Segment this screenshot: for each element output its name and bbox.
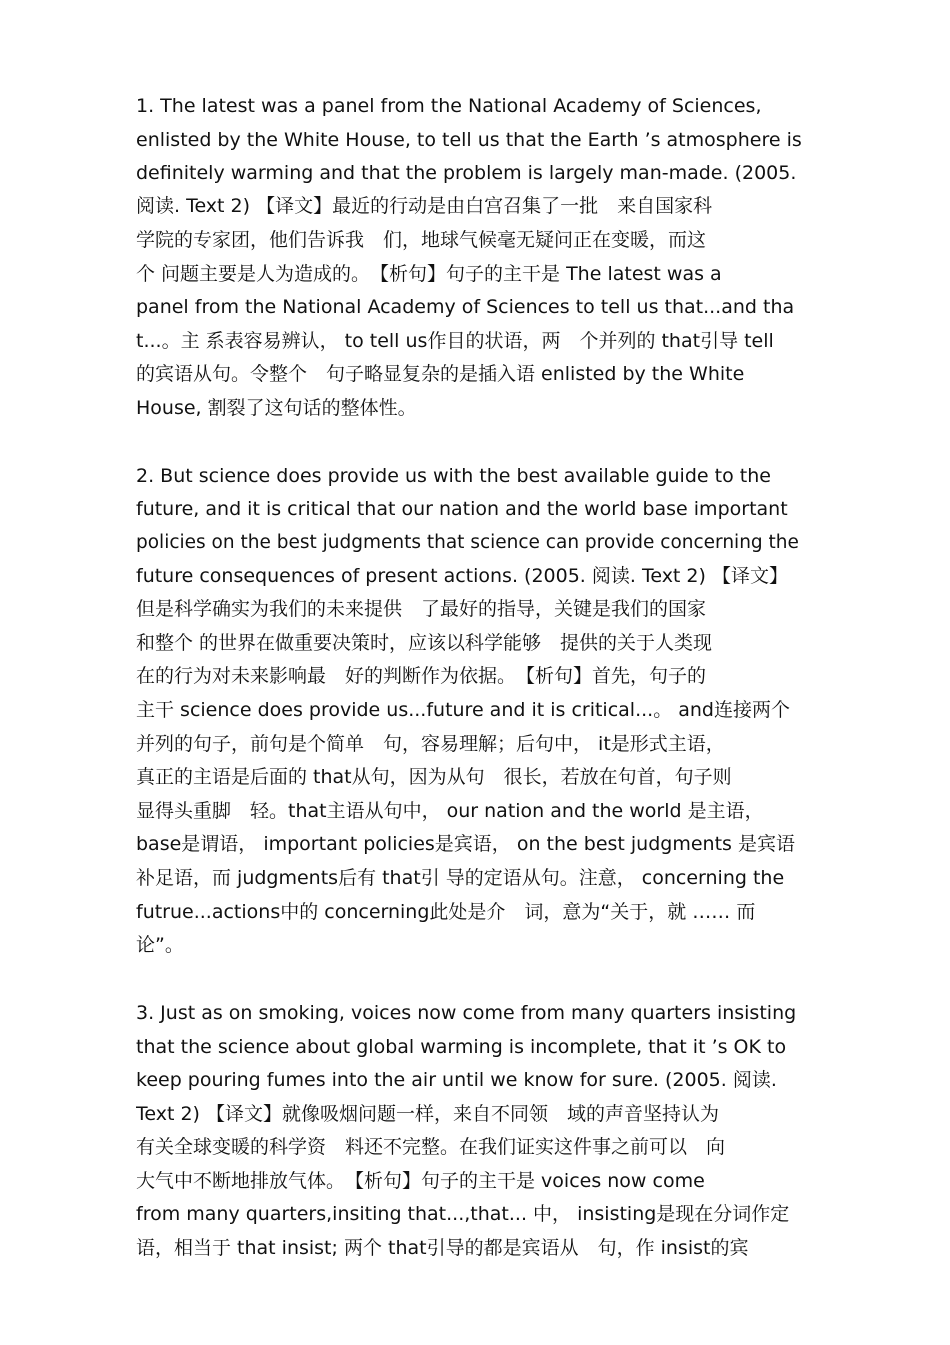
paragraph-1-line-9: 的宾语从句。令整个 句子略显复杂的是插入语 enlisted by the White xyxy=(136,363,745,385)
paragraph-3-line-2: that the science about global warming is incomplete, that it ’s OK to xyxy=(136,1036,787,1058)
paragraph-3-line-4: Text 2) 【译文】就像吸烟问题一样，来自不同领 域的声音坚持认为 xyxy=(136,1103,720,1125)
paragraph-3-line-8: 语，相当于 that insist; 两个 that引导的都是宾语从 句，作 insist的宾 xyxy=(136,1237,749,1259)
paragraph-3-line-7: from many quarters,insiting that...,that... 中， insisting是现在分词作定 xyxy=(136,1203,790,1225)
paragraph-2-line-10: 真正的主语是后面的 that从句，因为从句 很长，若放在句首，句子则 xyxy=(136,766,732,788)
paragraph-1-line-4: 阅读. Text 2) 【译文】最近的行动是由白宫召集了一批 来自国家科 xyxy=(136,195,713,217)
paragraph-1-line-3: definitely warming and that the problem is largely man-made. (2005. xyxy=(136,162,797,184)
paragraph-2-line-14: futrue...actions中的 concerning此处是介 词，意为“关于，就 …… 而 xyxy=(136,901,756,923)
paragraph-2-line-2: future, and it is critical that our nation and the world base important xyxy=(136,498,788,520)
paragraph-2-line-12: base是谓语， important policies是宾语， on the best judgments 是宾语 xyxy=(136,833,795,855)
paragraph-2-line-15: 论”。 xyxy=(136,934,184,956)
paragraph-3-line-3: keep pouring fumes into the air until we know for sure. (2005. 阅读. xyxy=(136,1069,777,1091)
paragraph-1-line-1: 1. The latest was a panel from the National Academy of Sciences, xyxy=(136,95,762,117)
paragraph-2-line-9: 并列的句子，前句是个简单 句，容易理解；后句中， it是形式主语， xyxy=(136,733,725,755)
paragraph-2-line-6: 和整个 的世界在做重要决策时，应该以科学能够 提供的关于人类现 xyxy=(136,632,713,654)
paragraph-2-line-5: 但是科学确实为我们的未来提供 了最好的指导，关键是我们的国家 xyxy=(136,598,707,620)
paragraph-2-line-11: 显得头重脚 轻。that主语从句中， our nation and the world 是主语， xyxy=(136,800,764,822)
paragraph-2-line-3: policies on the best judgments that science can provide concerning the xyxy=(136,532,799,553)
paragraph-2-line-8: 主干 science does provide us...future and it is critical...。 and连接两个 xyxy=(136,699,790,721)
paragraph-3-line-6: 大气中不断地排放气体。 【析句】句子的主干是 voices now come xyxy=(136,1170,705,1192)
paragraph-1-line-2: enlisted by the White House, to tell us that the Earth ’s atmosphere is xyxy=(136,129,802,151)
paragraph-2-line-7: 在的行为对未来影响最 好的判断作为依据。 【析句】首先，句子的 xyxy=(136,665,707,687)
paragraph-2-line-4: future consequences of present actions. (2005. 阅读. Text 2) 【译文】 xyxy=(136,565,788,587)
paragraph-1-line-6: 个 问题主要是人为造成的。 【析句】句子的主干是 The latest was a xyxy=(136,263,722,285)
paragraph-2-line-1: 2. But science does provide us with the best available guide to the xyxy=(136,465,771,487)
paragraph-3-line-5: 有关全球变暖的科学资 料还不完整。在我们证实这件事之前可以 向 xyxy=(136,1136,726,1158)
paragraph-1-line-5: 学院的专家团，他们告诉我 们，地球气候毫无疑问正在变暖，而这 xyxy=(136,229,707,251)
paragraph-1-line-10: House, 割裂了这句话的整体性。 xyxy=(136,397,417,419)
paragraph-1-line-7: panel from the National Academy of Sciences to tell us that...and tha xyxy=(136,296,795,318)
paragraph-1-line-8: t...。主 系表容易辨认， to tell us作目的状语，两 个并列的 that引导 tell xyxy=(136,330,774,352)
paragraph-2-line-13: 补足语，而 judgments后有 that引 导的定语从句。注意， concerning the xyxy=(136,867,785,889)
paragraph-3-line-1: 3. Just as on smoking, voices now come from many quarters insisting xyxy=(136,1002,797,1024)
